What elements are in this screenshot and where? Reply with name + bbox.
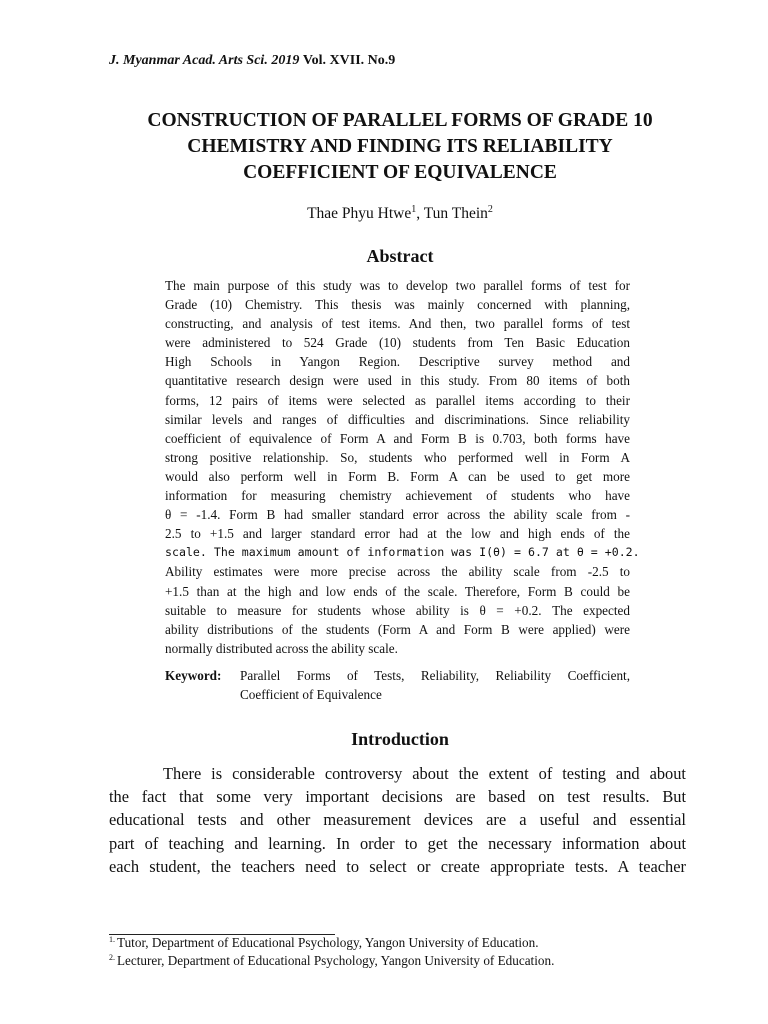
footnotes [109,934,554,970]
introduction-heading: Introduction [351,729,449,749]
footnote-text: Lecturer, Department of Educational Psychology, Yangon University of Education. [117,953,555,968]
abstract-line: strong positive relationship. So, students who performed well in Form A [165,449,630,465]
abstract-line: ability distributions of the students (Form A and Form B were applied) were [165,621,630,637]
author-name: Thae Phyu Htwe [307,205,412,222]
footnote [109,934,554,952]
footnote-mark: 1. [109,935,115,944]
abstract-line: forms, 12 pairs of items were selected as parallel items according to their [165,392,630,408]
abstract-line: suitable to measure for students whose ability is θ = +0.2. The expected [165,602,630,618]
keyword-label: Keyword: [165,668,222,683]
abstract-line: would also perform well in Form B. Form A can be used to get more [165,468,630,484]
introduction-line: There is considerable controversy about the extent of testing and about [163,764,686,783]
journal-name: J. Myanmar Acad. Arts Sci. 2019 [109,53,300,68]
abstract-line: constructing, and analysis of test items. And then, two parallel forms of test [165,316,630,332]
keyword-list [240,666,630,704]
introduction-line: part of teaching and learning. In order to get the necessary information about [109,833,686,853]
abstract-line: coefficient of equivalence of Form A and Form B is 0.703, both forms have [165,430,630,446]
abstract-line: +1.5 than at the high and low ends of the scale. Therefore, Form B could be [165,583,630,599]
keyword-line: Parallel Forms of Tests, Reliability, Reliability Coefficient, [240,668,630,683]
paper-title [100,108,700,186]
author-affiliation-mark: 1 [411,204,417,215]
abstract-heading: Abstract [366,246,434,266]
author-separator: , [416,205,424,222]
footnote-mark: 2. [109,953,115,962]
author-name: Tun Thein [423,205,488,222]
abstract-line: θ = -1.4. Form B had smaller standard error across the ability scale from - [165,507,630,523]
abstract-line: 2.5 to +1.5 and larger standard error had at the low and high ends of the [165,526,630,542]
abstract-line: scale. The maximum amount of information was I(θ) = 6.7 at θ = +0.2. [165,545,640,560]
abstract-line: information for measuring chemistry achievement of students who have [165,488,630,504]
abstract-line: The main purpose of this study was to develop two parallel forms of test for [165,278,630,293]
footnote [109,952,554,970]
author-affiliation-mark: 2 [487,204,493,215]
introduction-line: each student, the teachers need to select or create appropriate tests. A teacher [109,856,686,876]
journal-volume: Vol. XVII. No.9 [302,53,396,68]
abstract-line: High Schools in Yangon Region. Descriptive survey method and [165,354,630,370]
abstract-line: Ability estimates were more precise across the ability scale from -2.5 to [165,564,630,580]
introduction-line: the fact that some very important decisions are based on test results. But [109,787,686,807]
abstract-line: Grade (10) Chemistry. This thesis was mainly concerned with planning, [165,297,630,313]
author-list [100,205,700,223]
introduction-line: educational tests and other measurement devices are a useful and essential [109,810,686,830]
abstract-line: were administered to 524 Grade (10) students from Ten Basic Education [165,335,630,351]
footnote-text: Tutor, Department of Educational Psychology, Yangon University of Education. [117,935,539,950]
abstract-line: quantitative research design were used in this study. From 80 items of both [165,373,630,389]
title-line: CONSTRUCTION OF PARALLEL FORMS OF GRADE 10 [147,110,653,131]
title-line: COEFFICIENT OF EQUIVALENCE [243,162,557,183]
title-line: CHEMISTRY AND FINDING ITS RELIABILITY [187,136,613,157]
abstract-line: normally distributed across the ability scale. [165,640,398,656]
keyword-line: Coefficient of Equivalence [240,687,382,703]
abstract-line: similar levels and ranges of difficulties and discriminations. Since reliability [165,411,630,427]
journal-header [109,53,395,69]
abstract-body [165,276,640,658]
introduction-body [109,762,686,878]
keyword-block [165,666,630,704]
